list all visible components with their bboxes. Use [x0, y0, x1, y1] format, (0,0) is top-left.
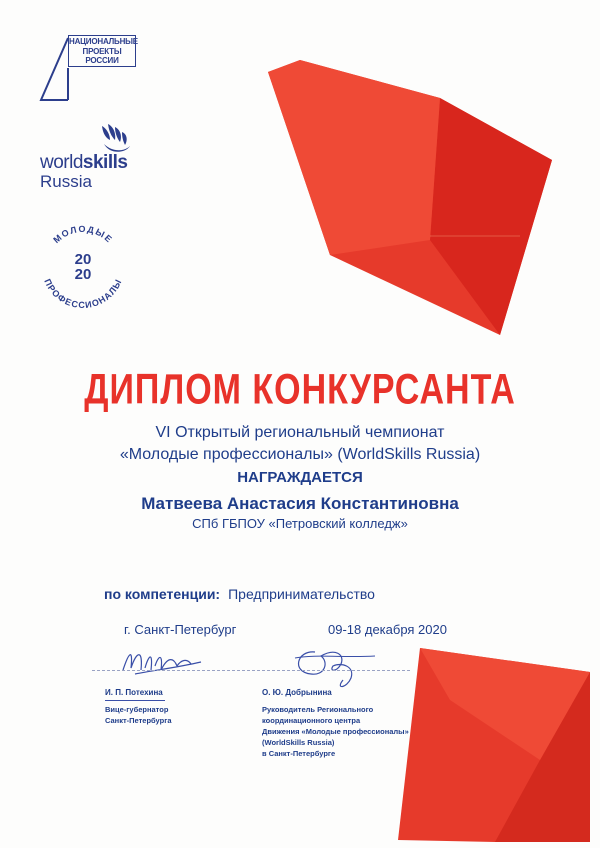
np-line-1: НАЦИОНАЛЬНЫЕ	[69, 37, 138, 46]
np-line-2: ПРОЕКТЫ	[82, 46, 122, 56]
worldskills-suffix: skills	[82, 152, 128, 173]
competence-row	[104, 586, 375, 602]
championship-line-1: VI Открытый региональный чемпионат	[155, 424, 445, 441]
young-pros-year-top: 20	[74, 251, 92, 268]
city: г. Санкт-Петербург	[124, 622, 237, 637]
championship-line-2: «Молодые профессионалы» (WorldSkills Russia)	[119, 446, 481, 463]
signatory-1	[105, 688, 172, 726]
signatory-2	[262, 688, 409, 759]
signatory-2-name: О. Ю. Добрынина	[262, 688, 332, 697]
young-pros-arc-bottom: ПРОФЕССИОНАЛЫ	[42, 277, 124, 311]
recipient-name: Матвеева Анастасия Константиновна	[141, 494, 459, 513]
young-pros-year-bottom: 20	[74, 266, 92, 283]
awarded-label: НАГРАЖДАЕТСЯ	[237, 469, 363, 486]
signatory-2-role-3: Движения «Молодые профессионалы»	[262, 727, 409, 736]
young-professionals-2020-logo	[28, 212, 138, 322]
signatory-1-name: И. П. Потехина	[105, 688, 163, 697]
signature-2	[285, 632, 385, 692]
young-pros-arc-top: МОЛОДЫЕ	[51, 223, 115, 246]
national-projects-logo	[38, 30, 138, 106]
recipient-organization: СПб ГБПОУ «Петровский колледж»	[192, 516, 408, 531]
worldskills-prefix: world	[40, 152, 83, 173]
np-line-3: РОССИИ	[85, 56, 119, 65]
signatory-2-role-1: Руководитель Регионального	[262, 705, 374, 714]
signature-1	[115, 640, 215, 680]
national-projects-text-box	[68, 35, 136, 67]
signature-divider	[92, 670, 410, 671]
competition-dates: 09-18 декабря 2020	[328, 622, 447, 637]
competence-value: Предпринимательство	[228, 586, 375, 602]
signatory-2-role-2: координационного центра	[262, 716, 361, 725]
competence-label: по компетенции:	[104, 586, 221, 602]
worldskills-wordmark	[40, 152, 127, 174]
signatory-1-role-1: Вице-губернатор	[105, 705, 169, 714]
signatory-2-role-4: (WorldSkills Russia)	[262, 738, 335, 747]
svg-text:МОЛОДЫЕ	[51, 224, 114, 245]
signatory-1-role-2: Санкт-Петербурга	[105, 716, 172, 725]
diploma-title: ДИПЛОМ КОНКУРСАНТА	[84, 366, 516, 414]
worldskills-hand-icon	[96, 122, 134, 156]
signatory-2-role-5: в Санкт-Петербурге	[262, 749, 336, 758]
worldskills-country: Russia	[40, 172, 92, 191]
